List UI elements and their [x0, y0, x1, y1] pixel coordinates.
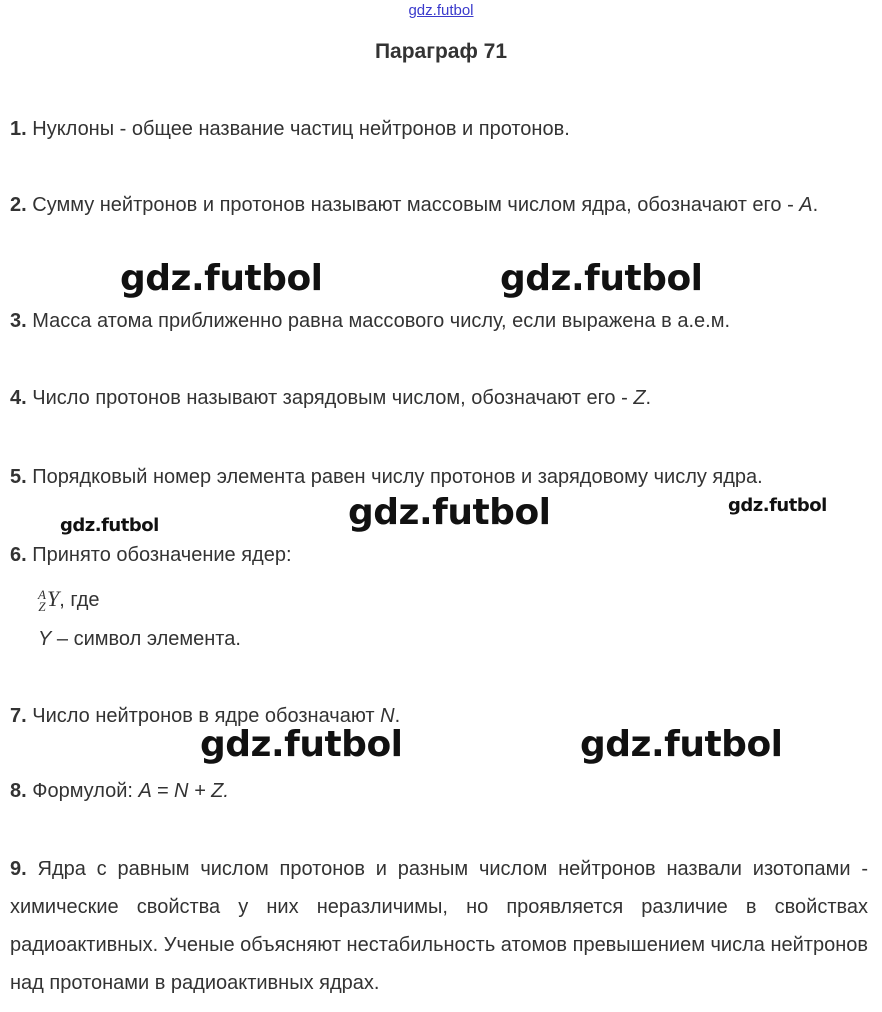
item-variable: A — [799, 194, 813, 216]
item-number: 6. — [10, 544, 27, 566]
item-text: Порядковый номер элемента равен числу протонов и зарядовому числу ядра. — [32, 466, 763, 488]
item-tail: . — [645, 387, 652, 409]
list-item-3 — [10, 302, 868, 340]
item-number: 4. — [10, 387, 27, 409]
item-text: Сумму нейтронов и протонов называют массовым числом ядра, обозначают его - — [32, 194, 800, 216]
list-item-5 — [10, 458, 868, 496]
item-variable: Z — [633, 387, 646, 409]
item-number: 7. — [10, 705, 27, 727]
watermark: gdz.futbol — [580, 724, 783, 765]
watermark: gdz.futbol — [120, 258, 323, 299]
list-item-4 — [10, 379, 868, 417]
watermark: gdz.futbol — [348, 492, 551, 533]
nuclide-notation-line — [38, 580, 100, 619]
item-text: Число протонов называют зарядовым числом, обозначают его - — [32, 387, 634, 409]
item-text: Нуклоны - общее название частиц нейтронов и протонов. — [32, 118, 570, 140]
item-text: Число нейтронов в ядре обозначают — [32, 705, 381, 727]
item-text: Принято обозначение ядер: — [32, 544, 292, 566]
watermark-link-top[interactable]: gdz.futbol — [408, 2, 474, 19]
item-variable: Y — [38, 628, 52, 650]
item-tail: . — [812, 194, 819, 216]
notation-after: , где — [59, 589, 100, 611]
item-number: 8. — [10, 780, 27, 802]
list-item-6 — [10, 536, 868, 574]
item-variable: N — [380, 705, 395, 727]
watermark: gdz.futbol — [500, 258, 703, 299]
element-symbol: Y — [46, 586, 60, 611]
item-text: Масса атома приближенно равна массового числу, если выражена в а.е.м. — [32, 310, 730, 332]
item-number: 3. — [10, 310, 27, 332]
item-number: 2. — [10, 194, 27, 216]
item-number: 1. — [10, 118, 27, 140]
item-text: Ядра с равным числом протонов и разным числом нейтронов назвали изотопами - химические свойства у них неразличимы, но проявляется различие в свойствах радиоактивных. Ученые объясняют нестабильность атомов превышением числа нейтронов над протонами в радиоактивных ядрах. — [10, 858, 868, 994]
nuclide-indices — [38, 586, 46, 614]
item-text: – символ элемента. — [51, 628, 241, 650]
list-item-8 — [10, 772, 868, 810]
list-item-9 — [10, 850, 868, 1002]
charge-number-index: Z — [38, 598, 46, 614]
item-number: 9. — [10, 858, 27, 880]
mass-number-index: A — [38, 586, 46, 602]
item-tail: . — [394, 705, 401, 727]
formula: A = N + Z. — [138, 780, 229, 802]
item-text: Формулой: — [32, 780, 139, 802]
symbol-explanation-line — [38, 620, 241, 658]
watermark: gdz.futbol — [60, 515, 159, 536]
page-title: Параграф 71 — [374, 40, 508, 63]
list-item-2 — [10, 186, 868, 224]
list-item-1 — [10, 110, 868, 148]
watermark: gdz.futbol — [200, 724, 403, 765]
watermark: gdz.futbol — [728, 495, 827, 516]
item-number: 5. — [10, 466, 27, 488]
